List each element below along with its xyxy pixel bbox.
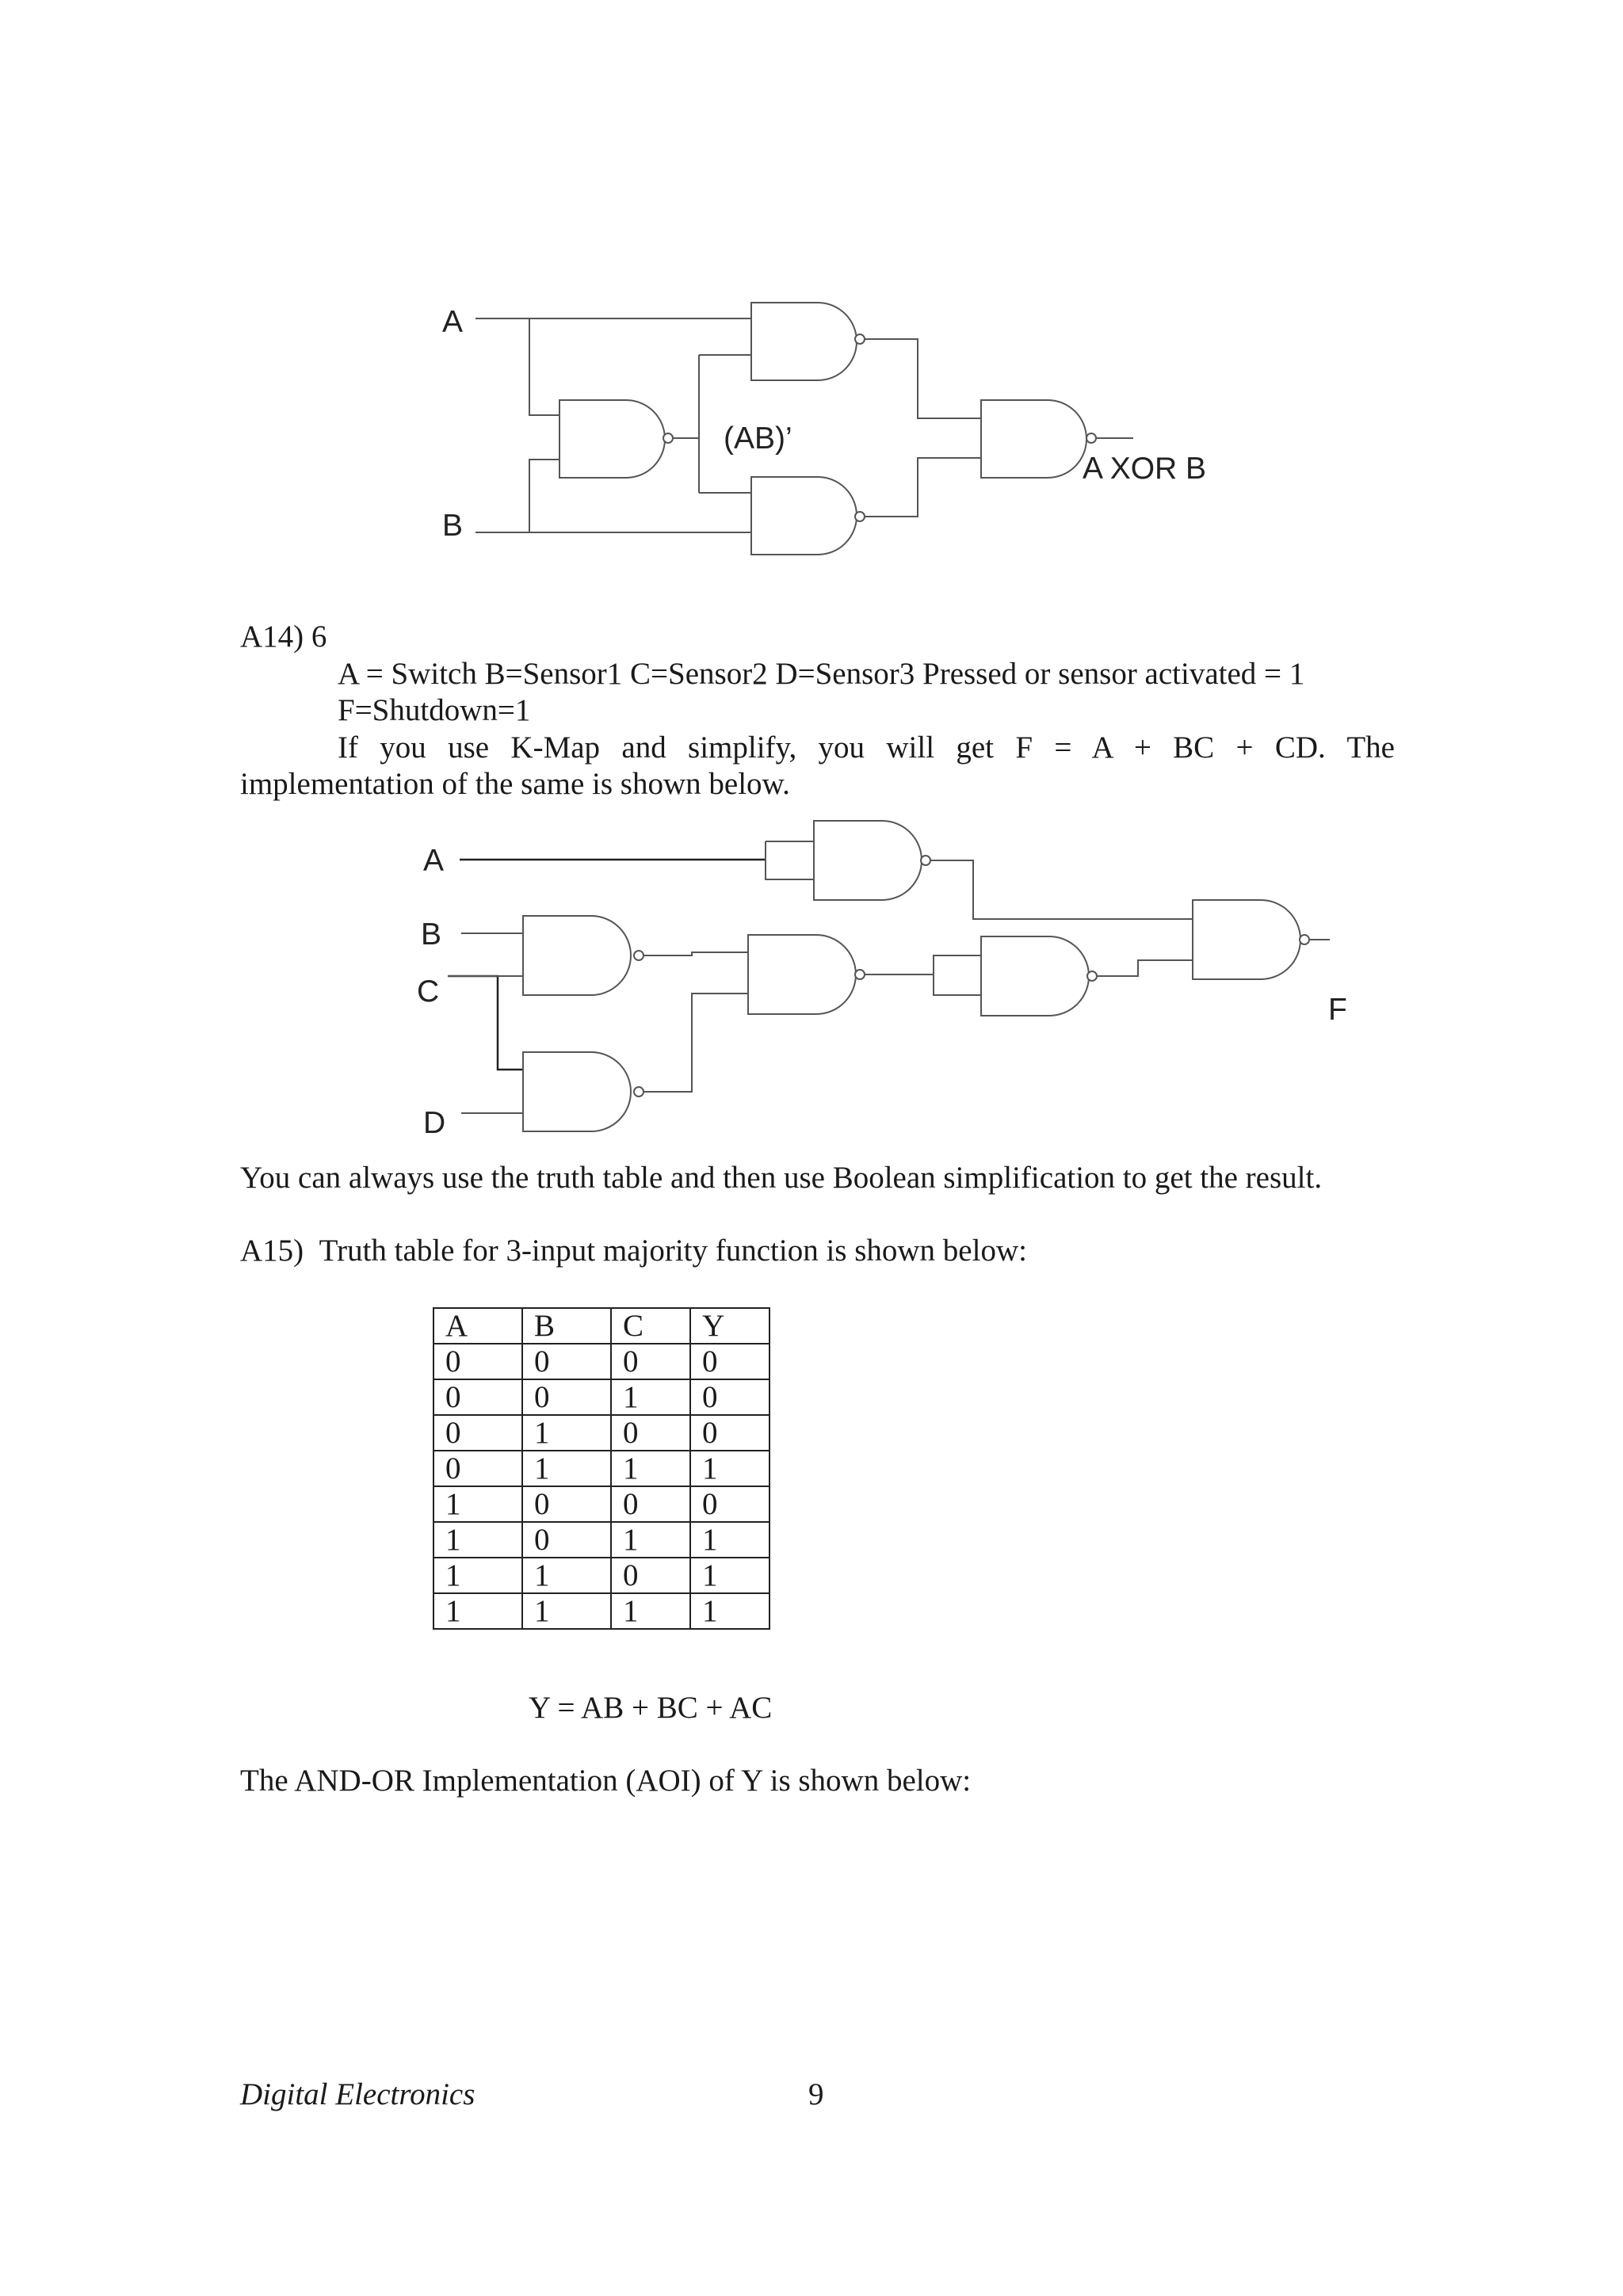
wire-gate-a-out bbox=[929, 860, 1193, 919]
xor-label-ab-complement: (AB)’ bbox=[724, 421, 792, 456]
note-truth-table: You can always use the truth table and then use Boolean simplification to get the result. bbox=[240, 1161, 1323, 1195]
table-cell: 0 bbox=[611, 1415, 690, 1451]
table-cell: 1 bbox=[433, 1486, 522, 1522]
table-cell: 1 bbox=[433, 1593, 522, 1629]
table-cell: 0 bbox=[522, 1379, 611, 1415]
a14-line-variables: A = Switch B=Sensor1 C=Sensor2 D=Sensor3 Pressed or sensor activated = 1 bbox=[338, 657, 1305, 691]
majority-equation: Y = AB + BC + AC bbox=[529, 1691, 773, 1725]
table-cell: 0 bbox=[433, 1415, 522, 1451]
table-cell: 1 bbox=[690, 1451, 769, 1486]
table-cell: 1 bbox=[690, 1522, 769, 1558]
table-row bbox=[433, 1522, 769, 1558]
wire-bc-out bbox=[643, 952, 748, 955]
f-label-c: C bbox=[417, 974, 440, 1009]
table-cell: 0 bbox=[433, 1451, 522, 1486]
footer-course-title: Digital Electronics bbox=[240, 2077, 475, 2111]
table-cell: 1 bbox=[690, 1593, 769, 1629]
wire-c bbox=[448, 976, 523, 1070]
f-label-b: B bbox=[421, 917, 442, 952]
nand-gate-middle bbox=[748, 935, 865, 1014]
table-cell: 1 bbox=[522, 1593, 611, 1629]
table-row bbox=[433, 1344, 769, 1379]
wire-mid-out bbox=[864, 955, 981, 995]
table-header-row bbox=[433, 1308, 769, 1344]
table-cell: 1 bbox=[611, 1593, 690, 1629]
a14-line-kmap: If you use K-Map and simplify, you will get F = A + BC + CD. The bbox=[338, 730, 1395, 765]
table-row bbox=[433, 1415, 769, 1451]
nand-gate-cd bbox=[523, 1052, 643, 1131]
majority-truth-table bbox=[433, 1307, 770, 1630]
table-cell: 1 bbox=[433, 1558, 522, 1593]
a15-heading: A15) Truth table for 3-input majority function is shown below: bbox=[240, 1234, 1027, 1268]
aoi-text: The AND-OR Implementation (AOI) of Y is shown below: bbox=[240, 1764, 972, 1798]
xor-label-output: A XOR B bbox=[1083, 452, 1207, 486]
table-cell: 0 bbox=[690, 1344, 769, 1379]
table-row bbox=[433, 1451, 769, 1486]
column-header: B bbox=[522, 1308, 611, 1344]
table-cell: 0 bbox=[690, 1415, 769, 1451]
table-cell: 1 bbox=[690, 1558, 769, 1593]
a14-heading: A14) 6 bbox=[240, 620, 327, 654]
table-cell: 1 bbox=[611, 1379, 690, 1415]
column-header: Y bbox=[690, 1308, 769, 1344]
table-cell: 0 bbox=[611, 1344, 690, 1379]
nand-gate-final bbox=[1193, 900, 1309, 979]
f-label-a: A bbox=[423, 844, 445, 878]
table-cell: 1 bbox=[522, 1451, 611, 1486]
f-label-output: F bbox=[1328, 993, 1347, 1027]
table-cell: 1 bbox=[433, 1522, 522, 1558]
column-header: C bbox=[611, 1308, 690, 1344]
table-cell: 1 bbox=[611, 1451, 690, 1486]
table-cell: 0 bbox=[522, 1486, 611, 1522]
footer-page-number: 9 bbox=[808, 2077, 824, 2111]
a14-line-shutdown: F=Shutdown=1 bbox=[338, 693, 531, 727]
column-header: A bbox=[433, 1308, 522, 1344]
nand-gate-a bbox=[814, 821, 930, 900]
table-row bbox=[433, 1379, 769, 1415]
table-cell: 0 bbox=[522, 1344, 611, 1379]
table-row bbox=[433, 1593, 769, 1629]
table-cell: 1 bbox=[611, 1522, 690, 1558]
table-row bbox=[433, 1558, 769, 1593]
table-cell: 0 bbox=[433, 1344, 522, 1379]
xor-label-b: B bbox=[442, 509, 464, 543]
f-label-d: D bbox=[423, 1106, 446, 1140]
table-cell: 0 bbox=[611, 1558, 690, 1593]
nand-gate-bc bbox=[523, 916, 643, 995]
table-cell: 0 bbox=[611, 1486, 690, 1522]
table-cell: 0 bbox=[690, 1486, 769, 1522]
table-cell: 0 bbox=[690, 1379, 769, 1415]
table-cell: 1 bbox=[522, 1415, 611, 1451]
nand-gate-inverter bbox=[981, 936, 1097, 1016]
table-row bbox=[433, 1486, 769, 1522]
table-cell: 0 bbox=[522, 1522, 611, 1558]
a14-line-implementation: implementation of the same is shown below. bbox=[240, 767, 790, 801]
xor-label-a: A bbox=[442, 305, 464, 339]
wire-a-tie bbox=[766, 841, 814, 879]
wire-cd-out bbox=[643, 994, 748, 1092]
table-cell: 1 bbox=[522, 1558, 611, 1593]
wire-inv-out bbox=[1095, 960, 1193, 976]
table-cell: 0 bbox=[433, 1379, 522, 1415]
